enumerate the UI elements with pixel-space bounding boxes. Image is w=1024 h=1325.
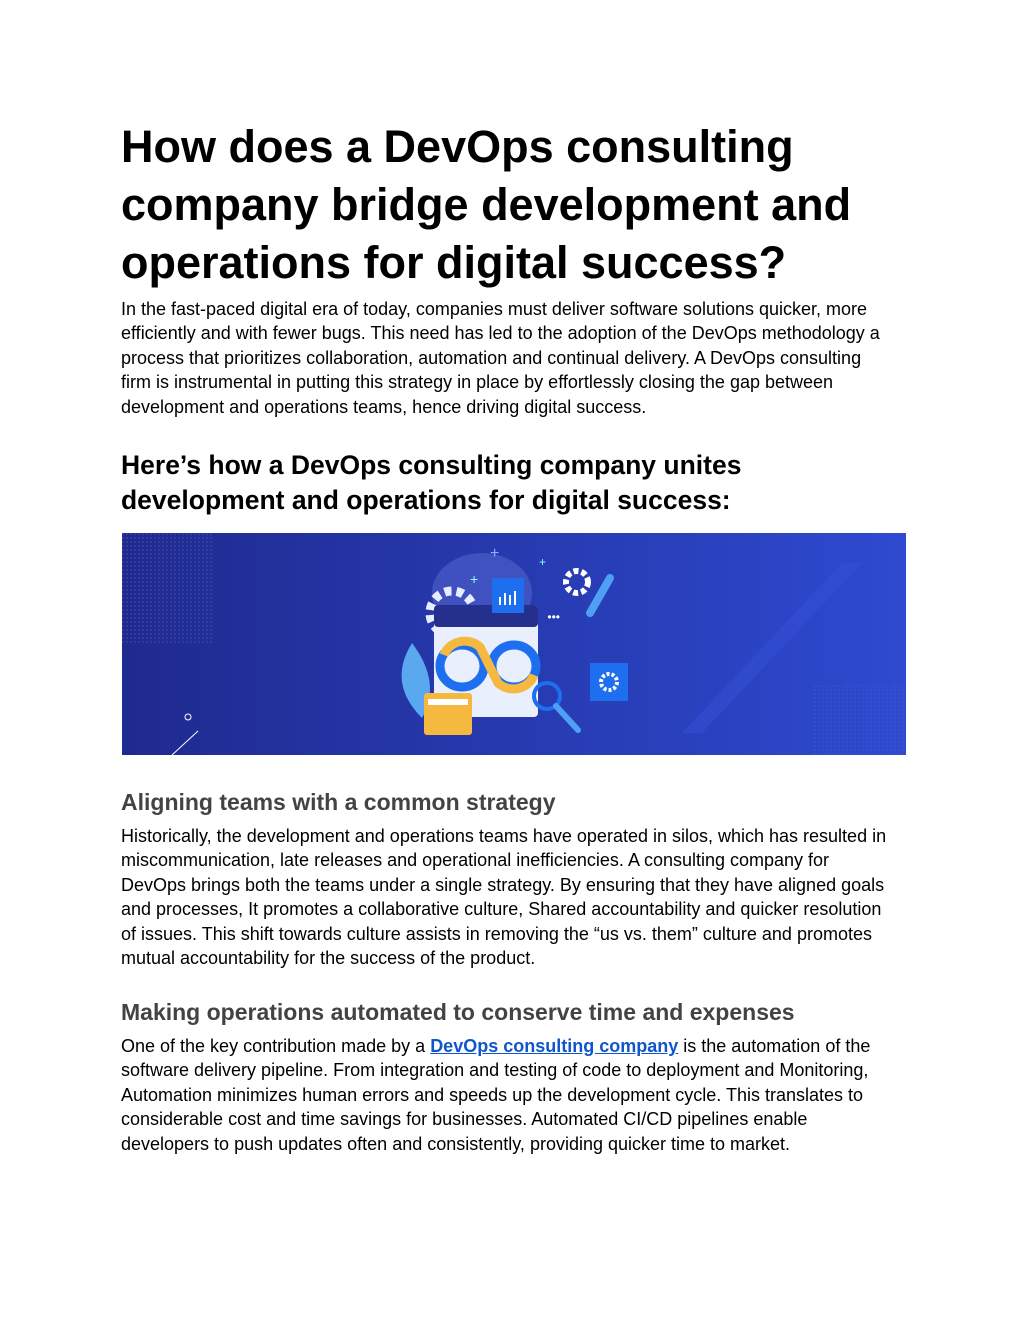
svg-text:•••: ••• — [547, 610, 560, 624]
text-fragment: One of the key contribution made by a — [121, 1036, 431, 1056]
section-heading: Making operations automated to conserve time and expenses — [121, 999, 795, 1025]
page-title — [121, 118, 851, 292]
subtitle-line: development and operations for digital success: — [121, 485, 731, 515]
section-paragraph — [121, 824, 886, 970]
section-paragraph — [121, 1034, 870, 1156]
devops-consulting-link[interactable]: DevOps consulting company — [430, 1036, 679, 1056]
section-subtitle — [121, 448, 741, 518]
text-line: Historically, the development and operations teams have operated in silos, which has resulted in — [121, 826, 887, 846]
text-line: development and operations teams, hence driving digital success. — [121, 396, 647, 417]
section-heading: Aligning teams with a common strategy — [121, 789, 556, 815]
text-line: developers to push updates often and consistently, providing quicker time to market. — [121, 1133, 791, 1154]
svg-text:+: + — [539, 555, 547, 569]
text-line: considerable cost and time savings for businesses. Automated CI/CD pipelines enable — [121, 1109, 808, 1130]
title-line: operations for digital success? — [121, 237, 787, 288]
text-line: software delivery pipeline. From integration and testing of code to deployment and Monitoring, — [121, 1060, 869, 1081]
svg-text:+: + — [470, 571, 479, 587]
intro-paragraph — [121, 297, 880, 419]
text-line — [121, 1034, 870, 1058]
text-line: of issues. This shift towards culture assists in removing the “us vs. them” culture and promotes — [121, 923, 872, 944]
title-line: company bridge development and — [121, 179, 852, 230]
title-line: How does a DevOps consulting — [121, 121, 794, 172]
text-line: Automation minimizes human errors and speeds up the development cycle. This translates to — [121, 1084, 864, 1105]
text-line: In the fast-paced digital era of today, companies must deliver software solutions quicker, more — [121, 299, 868, 319]
text-line: and processes, It promotes a collaborative culture, Shared accountability and quicker resolution — [121, 899, 882, 920]
text-line: process that prioritizes collaboration, automation and continual delivery. A DevOps consulting — [121, 347, 862, 368]
text-line: DevOps brings both the teams under a single strategy. By ensuring that they have aligned goals — [121, 874, 885, 895]
devops-hero-image — [122, 533, 906, 755]
text-line: firm is instrumental in putting this strategy in place by effortlessly closing the gap between — [121, 372, 834, 393]
svg-text:+: + — [490, 545, 500, 562]
text-line: mutual accountability for the success of the product. — [121, 948, 536, 969]
text-line: efficiently and with fewer bugs. This need has led to the adoption of the DevOps methodology a — [121, 323, 880, 344]
text-fragment: is the automation of the — [678, 1036, 871, 1056]
subtitle-line: Here’s how a DevOps consulting company unites — [121, 450, 742, 480]
text-line: miscommunication, late releases and operational inefficiencies. A consulting company for — [121, 850, 830, 871]
